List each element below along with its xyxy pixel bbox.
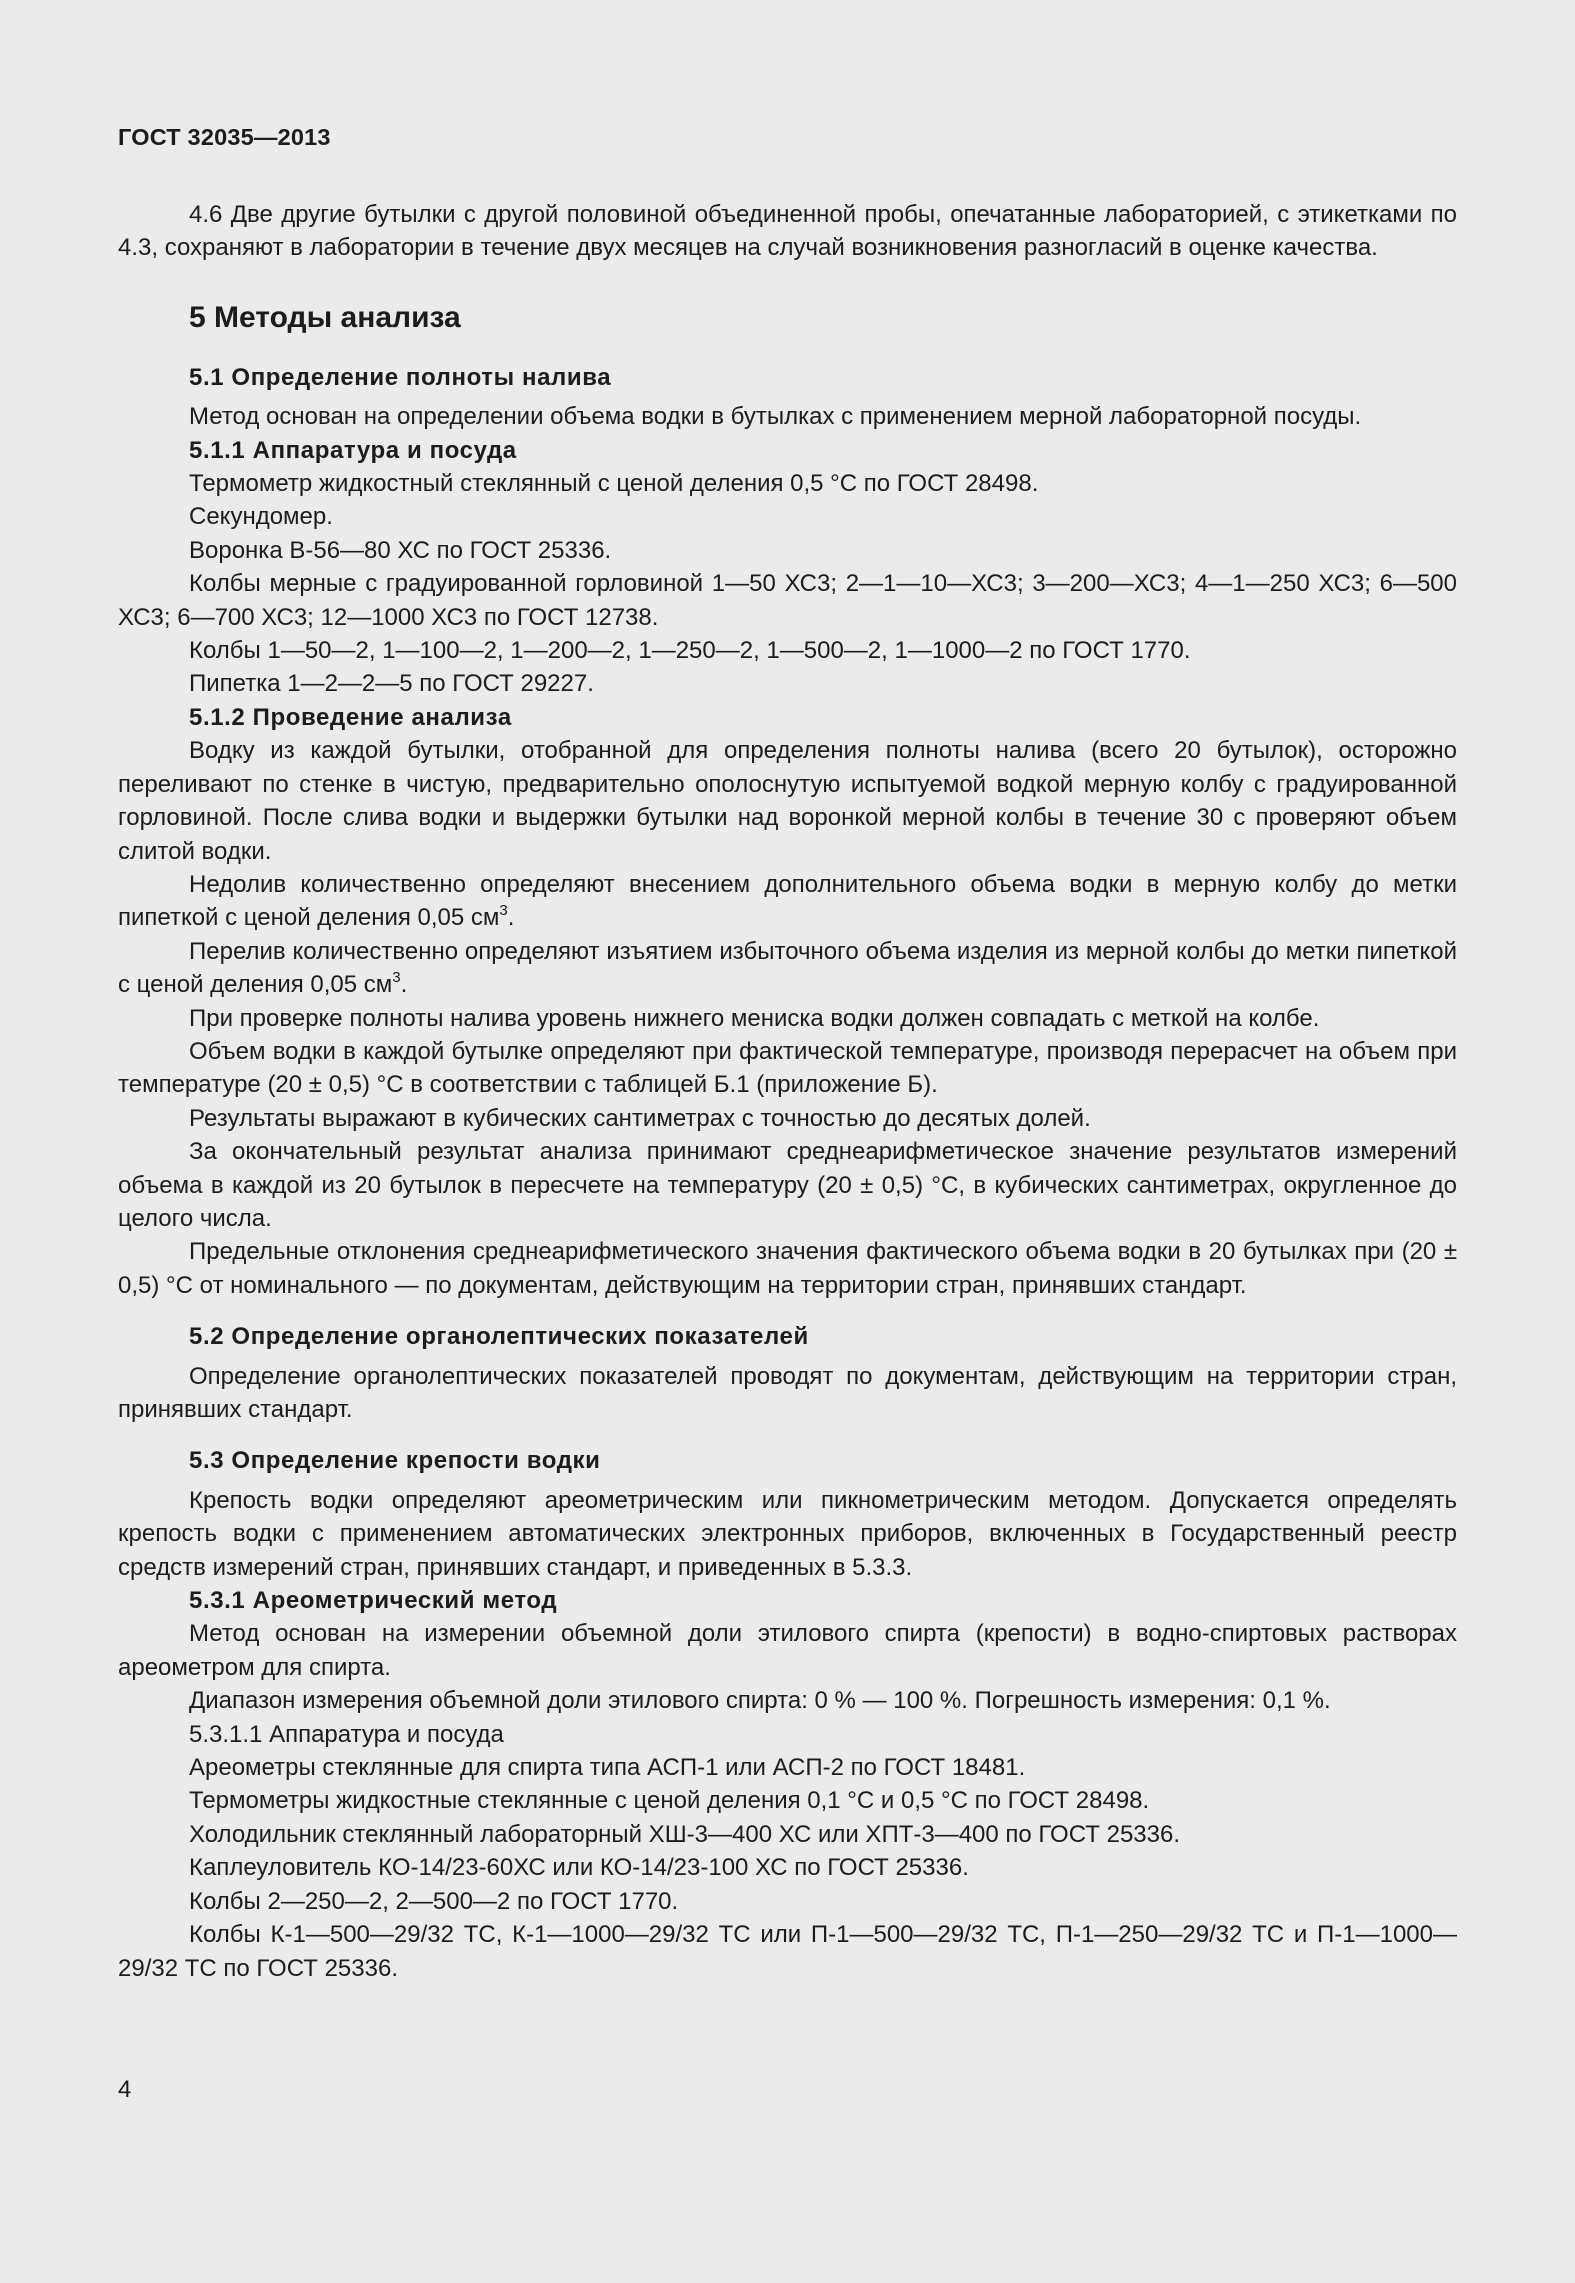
- list-item: Термометр жидкостный стеклянный с ценой деления 0,5 °С по ГОСТ 28498.: [189, 470, 1039, 498]
- paragraph-end: .: [400, 971, 408, 999]
- page-number: 4: [118, 2076, 132, 2103]
- list-item: Секундомер.: [189, 503, 333, 531]
- section-5-3-title: 5.3 Определение крепости водки: [189, 1447, 601, 1475]
- paragraph: Предельные отклонения среднеарифметического значения фактического объема водки в 20 бутылках при (20 ± 0,5) °С от номинального — по документам, действующим на территории стран, принявших стандарт.: [118, 1238, 1457, 1299]
- document-header: ГОСТ 32035—2013: [118, 124, 331, 150]
- section-5-1-1-title: 5.1.1 Аппаратура и посуда: [189, 436, 517, 464]
- list-item: Термометры жидкостные стеклянные с ценой деления 0,1 °С и 0,5 °С по ГОСТ 28498.: [189, 1787, 1150, 1815]
- paragraph: Водку из каждой бутылки, отобранной для определения полноты налива (всего 20 бутылок), осторожно переливают по стенке в чистую, предварительно ополоснутую испытуемой водкой мерную колбу с градуированной горловиной. После слива водки и выдержки бутылки над воронкой мерной колбы в течение 30 с проверяют объем слитой водки.: [118, 737, 1457, 865]
- paragraph-text: Недолив количественно определяют внесением дополнительного объема водки в мерную колбу до метки пипеткой с ценой деления 0,05 см: [118, 870, 1457, 932]
- paragraph: Метод основан на определении объема водки в бутылках с применением мерной лабораторной посуды.: [189, 403, 1362, 431]
- paragraph: Результаты выражают в кубических сантиметрах с точностью до десятых долей.: [189, 1104, 1091, 1132]
- list-item: Колбы 2—250—2, 2—500—2 по ГОСТ 1770.: [189, 1887, 679, 1915]
- list-item: Ареометры стеклянные для спирта типа АСП-1 или АСП-2 по ГОСТ 18481.: [189, 1754, 1026, 1782]
- paragraph: Метод основан на измерении объемной доли этилового спирта (крепости) в водно-спиртовых растворах ареометром для спирта.: [118, 1620, 1457, 1681]
- paragraph: Объем водки в каждой бутылке определяют при фактической температуре, производя перерасчет на объем при температуре (20 ± 0,5) °С в соответствии с таблицей Б.1 (приложение Б).: [118, 1037, 1457, 1099]
- superscript: 3: [392, 969, 401, 987]
- list-item: Каплеуловитель КО-14/23-60ХС или КО-14/23-100 ХС по ГОСТ 25336.: [189, 1854, 969, 1882]
- paragraph: Диапазон измерения объемной доли этилового спирта: 0 % — 100 %. Погрешность измерения: 0,1 %.: [189, 1687, 1331, 1715]
- paragraph: За окончательный результат анализа принимают среднеарифметическое значение результатов измерений объема в каждой из 20 бутылок в пересчете на температуру (20 ± 0,5) °С, в кубических сантиметрах, округленное до целого числа.: [118, 1138, 1457, 1232]
- list-item: Холодильник стеклянный лабораторный ХШ-3—400 ХС или ХПТ-3—400 по ГОСТ 25336.: [189, 1820, 1180, 1848]
- section-5-2-title: 5.2 Определение органолептических показателей: [189, 1323, 809, 1351]
- paragraph-end: .: [507, 904, 515, 932]
- list-item: Колбы 1—50—2, 1—100—2, 1—200—2, 1—250—2, 1—500—2, 1—1000—2 по ГОСТ 1770.: [189, 637, 1191, 665]
- section-5-3-1-title: 5.3.1 Ареометрический метод: [189, 1587, 558, 1615]
- document-body: [118, 198, 1457, 1985]
- paragraph: [118, 868, 1457, 935]
- section-5-1-title: 5.1 Определение полноты налива: [189, 363, 612, 391]
- section-5-1-2-title: 5.1.2 Проведение анализа: [189, 703, 512, 731]
- list-item: Воронка В-56—80 ХС по ГОСТ 25336.: [189, 536, 612, 564]
- paragraph: Определение органолептических показателей проводят по документам, действующим на территории стран, принявших стандарт.: [118, 1362, 1457, 1423]
- list-item: Колбы К-1—500—29/32 ТС, К-1—1000—29/32 ТС или П-1—500—29/32 ТС, П-1—250—29/32 ТС и П-1—1000—29/32 ТС по ГОСТ 25336.: [118, 1921, 1457, 1982]
- paragraph: [118, 935, 1457, 1002]
- section-5-3-1-1-title: 5.3.1.1 Аппаратура и посуда: [189, 1720, 504, 1748]
- list-item: Пипетка 1—2—2—5 по ГОСТ 29227.: [189, 670, 594, 698]
- paragraph-text: Перелив количественно определяют изъятием избыточного объема изделия из мерной колбы до метки пипеткой с ценой деления 0,05 см: [118, 937, 1457, 999]
- paragraph-4-6: 4.6 Две другие бутылки с другой половиной объединенной пробы, опечатанные лабораторией, с этикетками по 4.3, сохраняют в лаборатории в течение двух месяцев на случай возникновения разногласий в оценке качества.: [118, 201, 1457, 262]
- paragraph: Крепость водки определяют ареометрическим или пикнометрическим методом. Допускается определять крепость водки с применением автоматических электронных приборов, включенных в Государственный реестр средств измерений стран, принявших стандарт, и приведенных в 5.3.3.: [118, 1486, 1457, 1581]
- section-5-title: 5 Методы анализа: [189, 300, 461, 334]
- paragraph: При проверке полноты налива уровень нижнего мениска водки должен совпадать с меткой на колбе.: [189, 1004, 1320, 1032]
- list-item: Колбы мерные с градуированной горловиной 1—50 ХС3; 2—1—10—ХС3; 3—200—ХС3; 4—1—250 ХС3; 6—500 ХС3; 6—700 ХС3; 12—1000 ХС3 по ГОСТ 12738.: [118, 570, 1457, 631]
- superscript: 3: [499, 902, 508, 920]
